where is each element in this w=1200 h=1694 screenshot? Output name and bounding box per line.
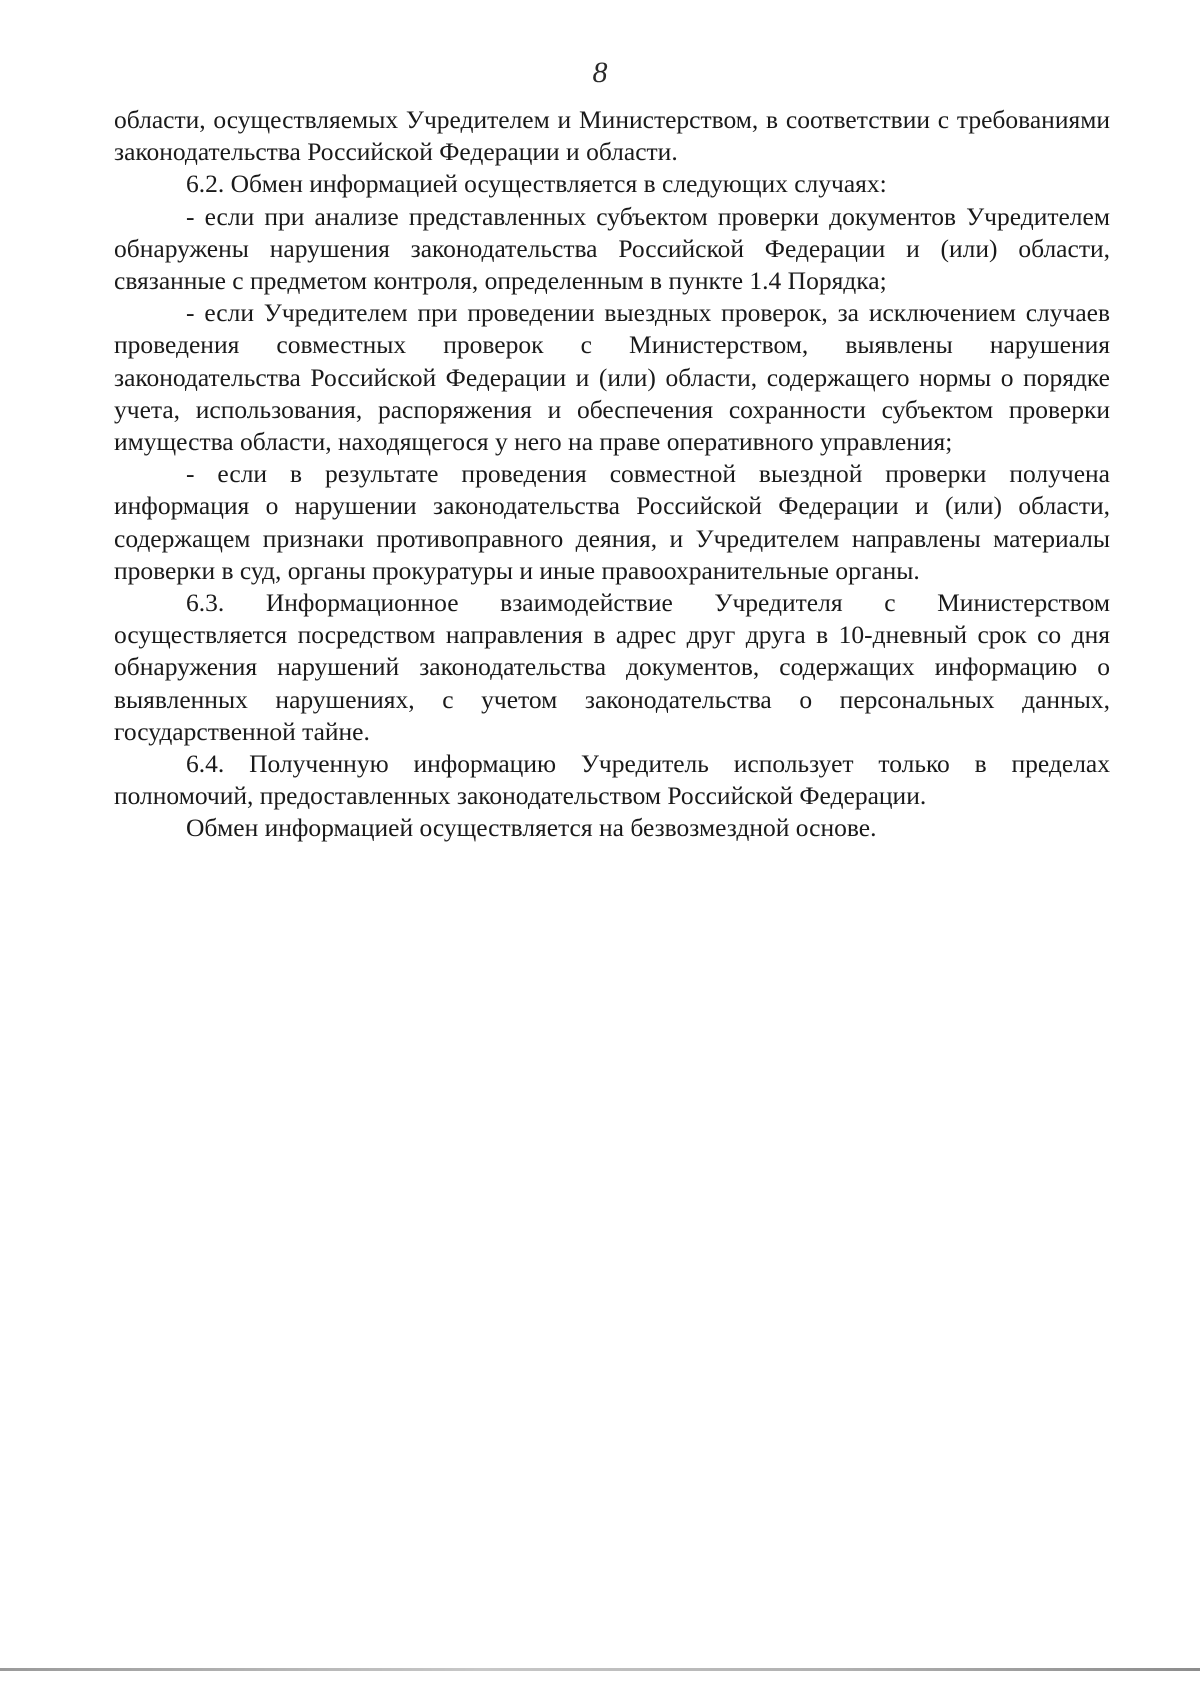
- document-body: [114, 104, 1110, 845]
- page-number: 8: [592, 56, 608, 89]
- paragraph-final: Обмен информацией осуществляется на безвозмездной основе.: [186, 813, 877, 843]
- paragraph-6-2-case-3: - если в результате проведения совместной выездной проверки получена информация о нарушении законодательства Российской Федерации и (или) области, содержащем признаки противоправного деяния, и Учредителем направлены материалы проверки в суд, органы прокуратуры и иные правоохранительные органы.: [114, 459, 1110, 585]
- scan-edge-line: [0, 1668, 1200, 1671]
- paragraph-6-2: 6.2. Обмен информацией осуществляется в следующих случаях:: [186, 169, 887, 199]
- paragraph-6-3: 6.3. Информационное взаимодействие Учредителя с Министерством осуществляется посредством направления в адрес друг друга в 10-дневный срок со дня обнаружения нарушений законодательства документов, содержащих информацию о выявленных нарушениях, с учетом законодательства о персональных данных, государственной тайне.: [114, 588, 1110, 746]
- paragraph-6-2-case-1: - если при анализе представленных субъектом проверки документов Учредителем обнаружены нарушения законодательства Российской Федерации и (или) области, связанные с предметом контроля, определенным в пункте 1.4 Порядка;: [114, 201, 1110, 296]
- paragraph-continuation: области, осуществляемых Учредителем и Министерством, в соответствии с требованиями законодательства Российской Федерации и области.: [114, 105, 1110, 167]
- paragraph-6-2-case-2: - если Учредителем при проведении выездных проверок, за исключением случаев проведения совместных проверок с Министерством, выявлены нарушения законодательства Российской Федерации и (или) области, содержащего нормы о порядке учета, использования, распоряжения и обеспечения сохранности субъектом проверки имущества области, находящегося у него на праве оперативного управления;: [114, 298, 1110, 457]
- paragraph-6-4: 6.4. Полученную информацию Учредитель использует только в пределах полномочий, предоставленных законодательством Российской Федерации.: [114, 749, 1110, 811]
